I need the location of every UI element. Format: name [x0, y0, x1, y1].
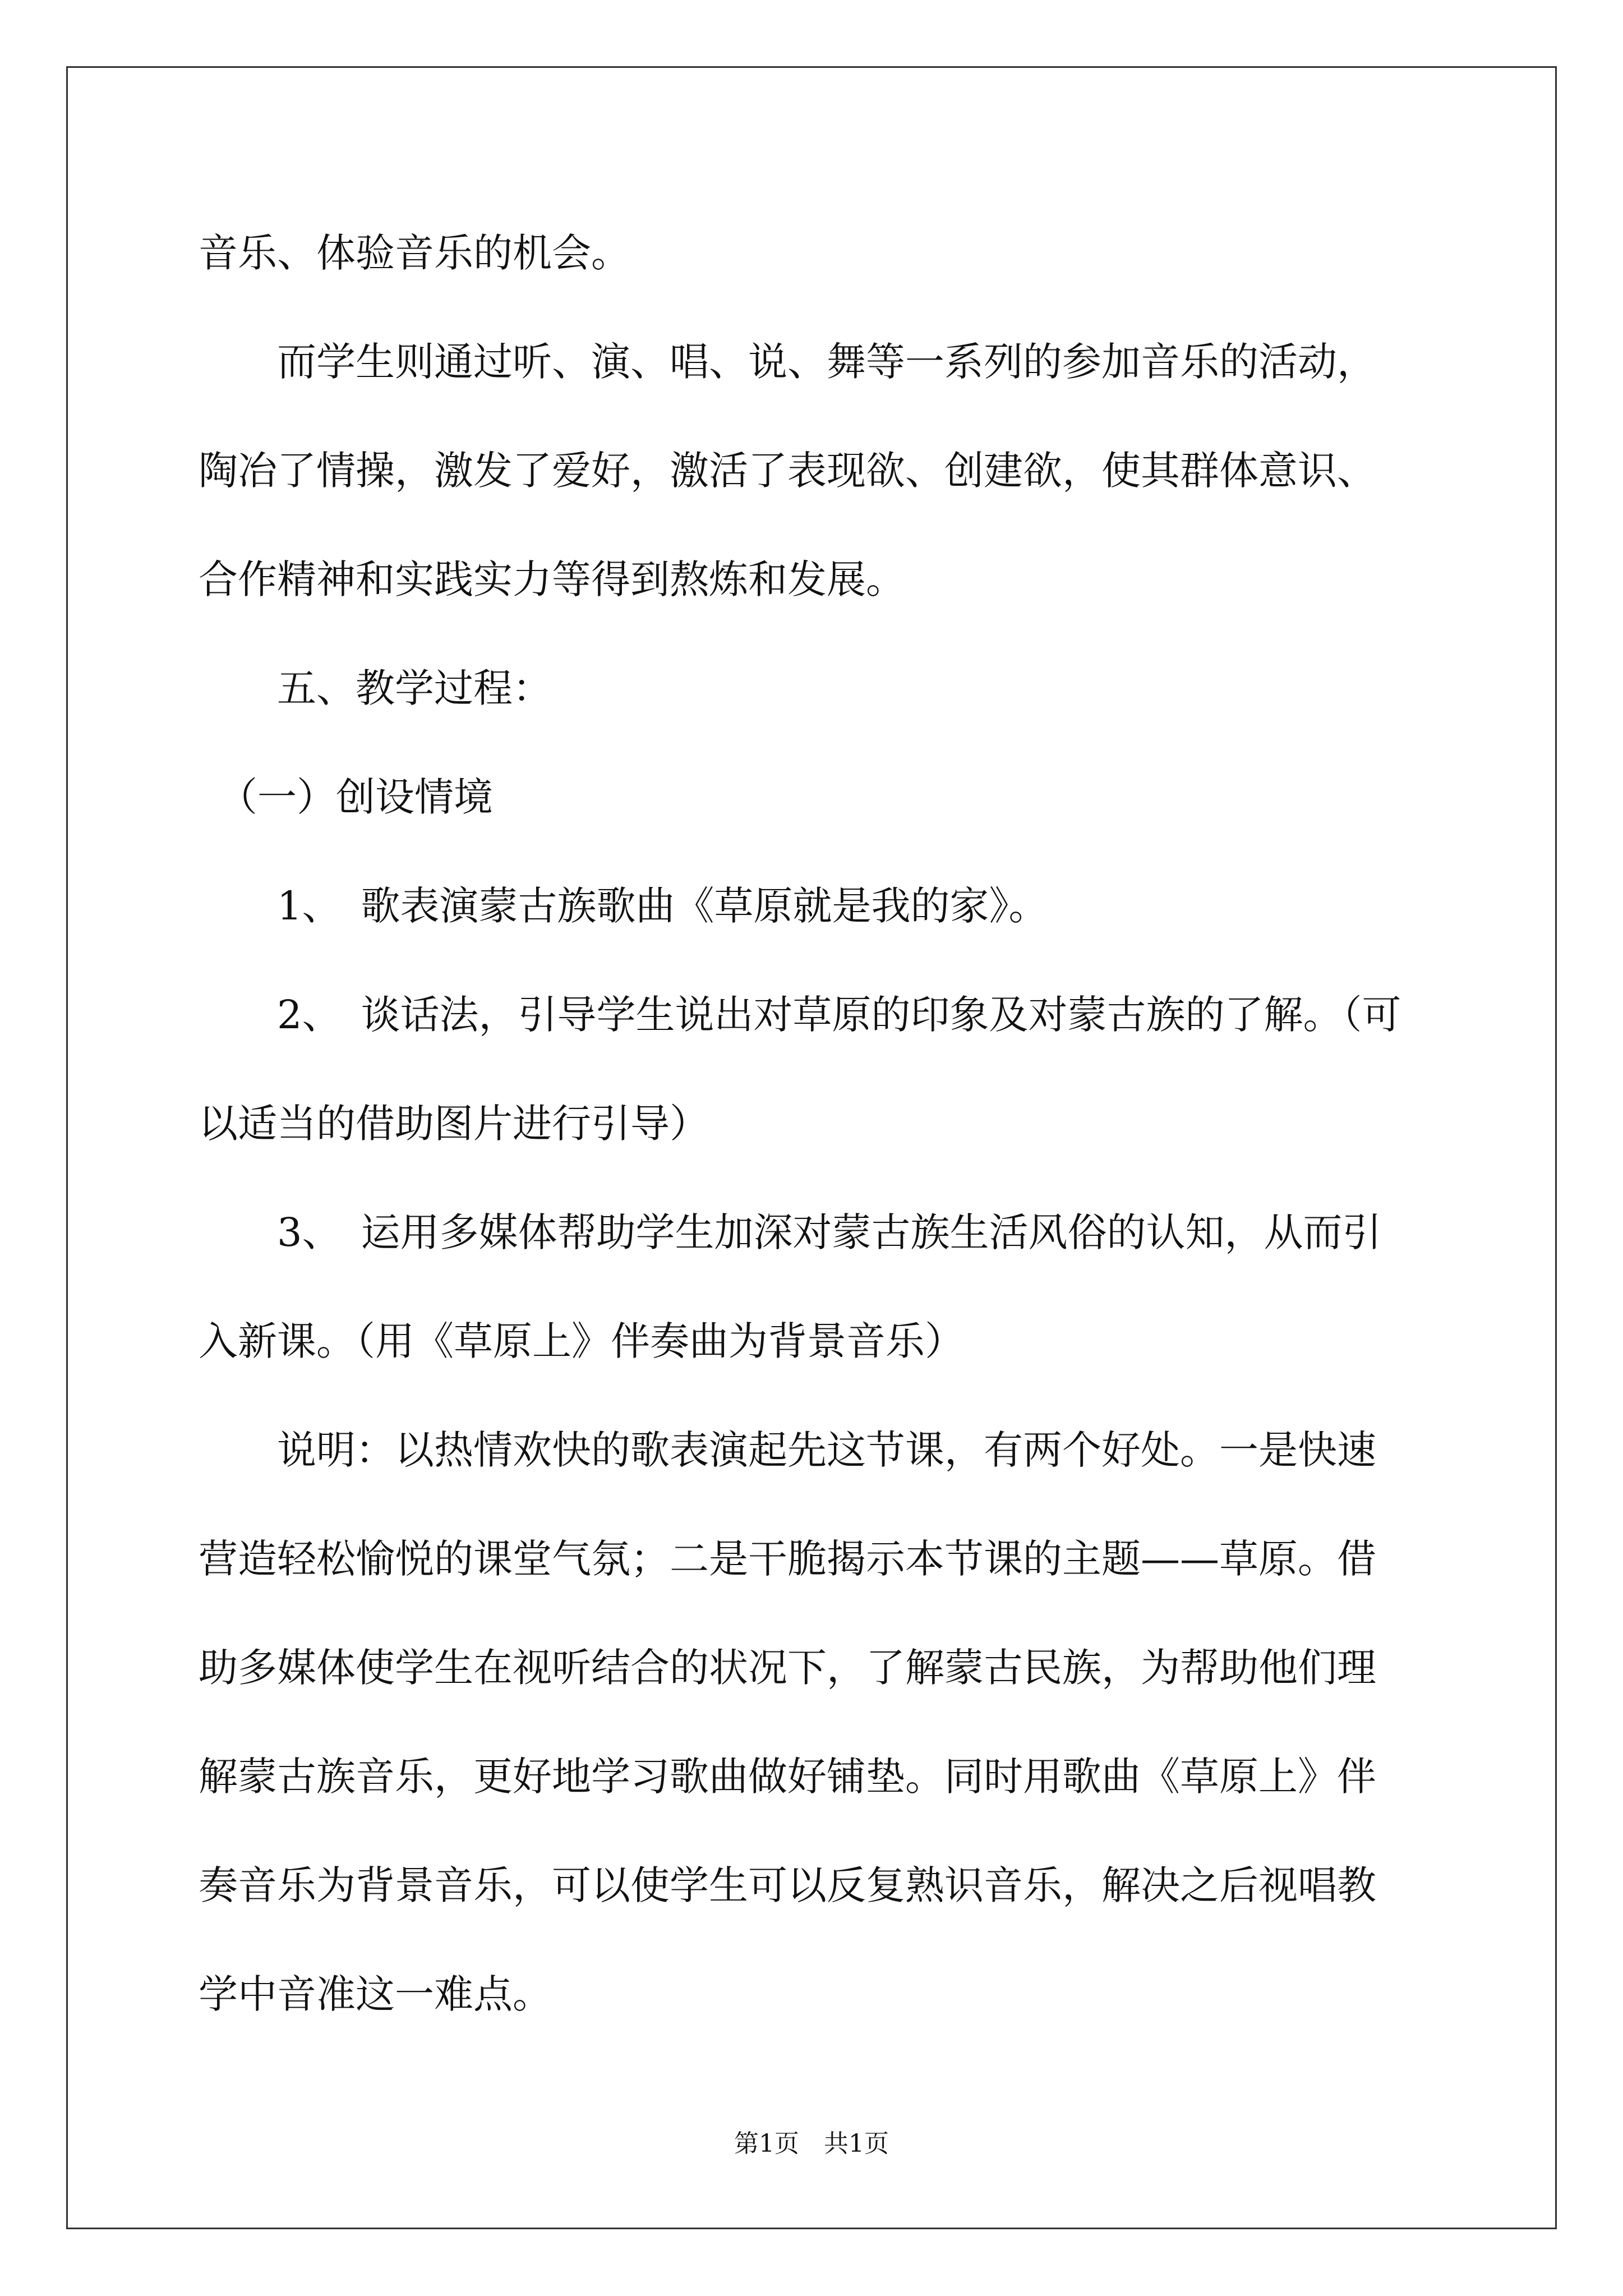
- text-line: 音乐、体验音乐的机会。: [199, 230, 630, 276]
- subsection-heading: （一）创设情境: [199, 774, 493, 820]
- text-line: 陶冶了情操，激发了爱好，激活了表现欲、创建欲，使其群体意识、: [199, 448, 1376, 494]
- text-line: 奏音乐为背景音乐，可以使学生可以反复熟识音乐，解决之后视唱教: [199, 1862, 1376, 1908]
- text-line: 入新课。（用《草原上》伴奏曲为背景音乐）: [199, 1318, 964, 1364]
- text-line: 合作精神和实践实力等得到熬炼和发展。: [199, 556, 905, 602]
- text-line: 3、 运用多媒体帮助学生加深对蒙古族生活风俗的认知，从而引: [199, 1209, 1382, 1255]
- page-footer: 第1页 共1页: [734, 2129, 889, 2158]
- text-line: 1、 歌表演蒙古族歌曲《草原就是我的家》。: [199, 883, 1048, 929]
- text-line: 说明：以热情欢快的歌表演起先这节课，有两个好处。一是快速: [199, 1427, 1376, 1473]
- text-line: 营造轻松愉悦的课堂气氛；二是干脆揭示本节课的主题——草原。借: [199, 1536, 1376, 1582]
- text-line: 助多媒体使学生在视听结合的状况下，了解蒙古民族，为帮助他们理: [199, 1645, 1376, 1691]
- section-heading: 五、教学过程：: [199, 665, 552, 711]
- text-line: 2、 谈话法，引导学生说出对草原的印象及对蒙古族的了解。（可: [199, 992, 1401, 1038]
- text-line: 解蒙古族音乐，更好地学习歌曲做好铺垫。同时用歌曲《草原上》伴: [199, 1754, 1376, 1800]
- text-line: 学中音准这一难点。: [199, 1971, 552, 2017]
- text-line: 以适当的借助图片进行引导）: [199, 1101, 709, 1147]
- text-line: 而学生则通过听、演、唱、说、舞等一系列的参加音乐的活动，: [199, 339, 1376, 385]
